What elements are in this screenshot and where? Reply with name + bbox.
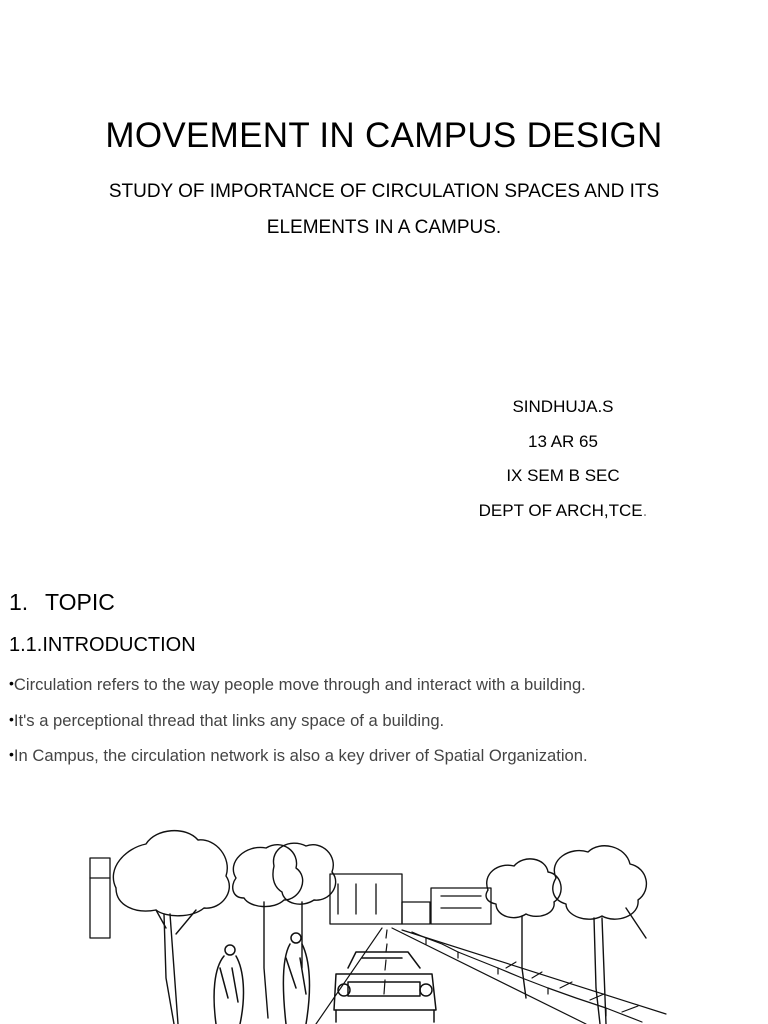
pedestrians <box>214 933 309 1024</box>
author-department-dot: . <box>642 500 648 520</box>
document-title: MOVEMENT IN CAMPUS DESIGN <box>105 116 663 155</box>
document-subtitle <box>40 174 728 246</box>
list-item <box>9 669 764 705</box>
right-trees <box>486 846 646 1024</box>
section-title: TOPIC <box>45 589 115 615</box>
bullet-icon: • <box>9 746 14 762</box>
section-number: 1. <box>9 589 29 615</box>
subtitle-line-1: STUDY OF IMPORTANCE OF CIRCULATION SPACES AND ITS <box>108 181 660 202</box>
subsection-heading: 1.1.INTRODUCTION <box>9 634 196 656</box>
bullet-list <box>9 669 764 776</box>
bullet-text: Circulation refers to the way people move through and interact with a building. <box>13 675 586 694</box>
bullet-text: In Campus, the circulation network is also a key driver of Spatial Organization. <box>13 746 588 765</box>
subtitle-line-2: ELEMENTS IN A CAMPUS. <box>266 217 502 238</box>
author-block <box>438 390 688 528</box>
list-item <box>9 740 764 776</box>
author-roll-number: 13 AR 65 <box>528 431 598 451</box>
author-name: SINDHUJA.S <box>512 397 614 416</box>
left-trees <box>113 831 335 1024</box>
bullet-text: It's a perceptional thread that links any space of a building. <box>13 710 445 730</box>
author-department-text: DEPT OF ARCH,TCE <box>478 500 643 520</box>
bullet-icon: • <box>9 710 14 727</box>
bullet-icon: • <box>9 675 14 691</box>
section-heading <box>9 587 115 617</box>
list-item <box>9 705 764 741</box>
author-department <box>438 494 688 529</box>
author-semester: IX SEM B SEC <box>506 466 620 485</box>
campus-street-sketch <box>86 818 686 1024</box>
